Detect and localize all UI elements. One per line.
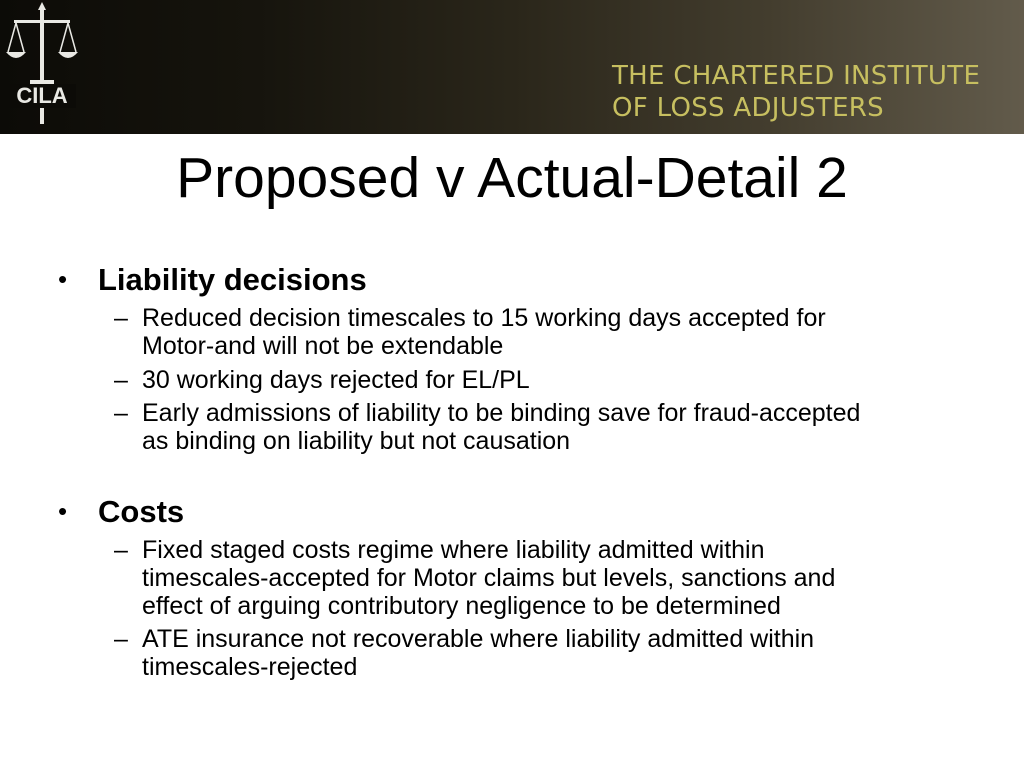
sub-bullet-text — [142, 304, 992, 360]
org-name-line-1: THE CHARTERED INSTITUTE — [612, 61, 981, 91]
dash-marker: – — [114, 366, 128, 394]
text-line: timescales-accepted for Motor claims but levels, sanctions and — [142, 564, 836, 592]
text-line: as binding on liability but not causation — [142, 427, 571, 455]
dash-marker: – — [114, 399, 128, 427]
bullet-dot: • — [58, 264, 68, 294]
logo-text: CILA — [16, 83, 68, 108]
sub-bullet-text — [142, 366, 992, 394]
sub-bullet-text — [142, 536, 992, 620]
text-line: timescales-rejected — [142, 653, 358, 681]
text-line: 30 working days rejected for EL/PL — [142, 366, 530, 394]
text-line: effect of arguing contributory negligence to be determined — [142, 592, 781, 620]
text-line: Early admissions of liability to be binding save for fraud-accepted — [142, 399, 861, 427]
dash-marker: – — [114, 536, 128, 564]
dash-marker: – — [114, 625, 128, 653]
dash-marker: – — [114, 304, 128, 332]
text-line: Motor-and will not be extendable — [142, 332, 504, 360]
sub-bullet-text — [142, 399, 992, 455]
bullet-dot: • — [58, 496, 68, 526]
org-name-line-2: OF LOSS ADJUSTERS — [612, 93, 884, 123]
text-line: Reduced decision timescales to 15 working days accepted for — [142, 304, 826, 332]
section-heading: Costs — [98, 494, 185, 529]
text-line: ATE insurance not recoverable where liability admitted within — [142, 625, 815, 653]
sub-bullet-text — [142, 625, 992, 681]
text-line: Fixed staged costs regime where liability admitted within — [142, 536, 765, 564]
section-heading: Liability decisions — [98, 262, 367, 297]
slide-title: Proposed v Actual-Detail 2 — [176, 146, 848, 210]
